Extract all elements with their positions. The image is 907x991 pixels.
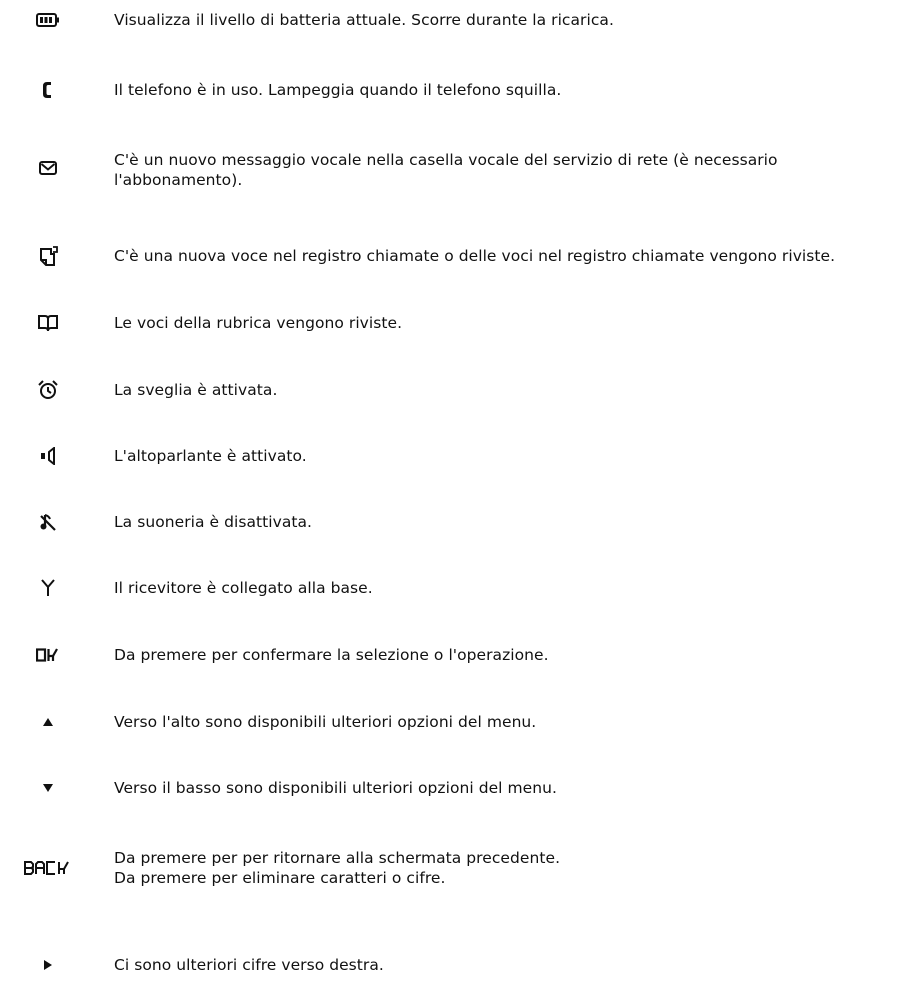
speaker-icon [0, 446, 96, 466]
legend-text: Il telefono è in uso. Lampeggia quando il telefono squilla. [114, 81, 562, 99]
legend-text-line: Da premere per per ritornare alla schermata precedente. [114, 849, 561, 867]
call-log-icon [0, 245, 96, 267]
legend-text: C'è una nuova voce nel registro chiamate o delle voci nel registro chiamate vengono riviste. [114, 247, 836, 265]
legend-text: Da premere per confermare la selezione o l'operazione. [114, 646, 549, 664]
legend-text: L'altoparlante è attivato. [114, 447, 307, 465]
arrow-up-icon [0, 712, 96, 732]
arrow-down-icon [0, 778, 96, 798]
back-key-icon [0, 858, 96, 878]
legend-text-line: Da premere per eliminare caratteri o cifre. [114, 869, 446, 887]
arrow-right-icon [0, 955, 96, 975]
legend-text [114, 150, 904, 190]
ok-key-icon [0, 645, 96, 665]
phone-handset-icon [0, 80, 96, 100]
legend-text: Ci sono ulteriori cifre verso destra. [114, 956, 384, 974]
legend-text: La sveglia è attivata. [114, 381, 278, 399]
legend-text: Visualizza il livello di batteria attuale. Scorre durante la ricarica. [114, 11, 614, 29]
legend-text: Verso il basso sono disponibili ulteriori opzioni del menu. [114, 779, 557, 797]
legend-text-line: l'abbonamento). [114, 171, 243, 189]
legend-text: La suoneria è disattivata. [114, 513, 313, 531]
alarm-clock-icon [0, 380, 96, 400]
ringer-off-icon [0, 512, 96, 532]
legend-text: Le voci della rubrica vengono riviste. [114, 314, 403, 332]
legend-text-line: C'è un nuovo messaggio vocale nella casella vocale del servizio di rete (è necessario [114, 151, 778, 169]
legend-text: Il ricevitore è collegato alla base. [114, 579, 373, 597]
antenna-icon [0, 578, 96, 598]
battery-icon [0, 10, 96, 30]
legend-text [114, 848, 904, 888]
envelope-icon [0, 158, 96, 178]
legend-text: Verso l'alto sono disponibili ulteriori opzioni del menu. [114, 713, 537, 731]
phonebook-icon [0, 313, 96, 333]
